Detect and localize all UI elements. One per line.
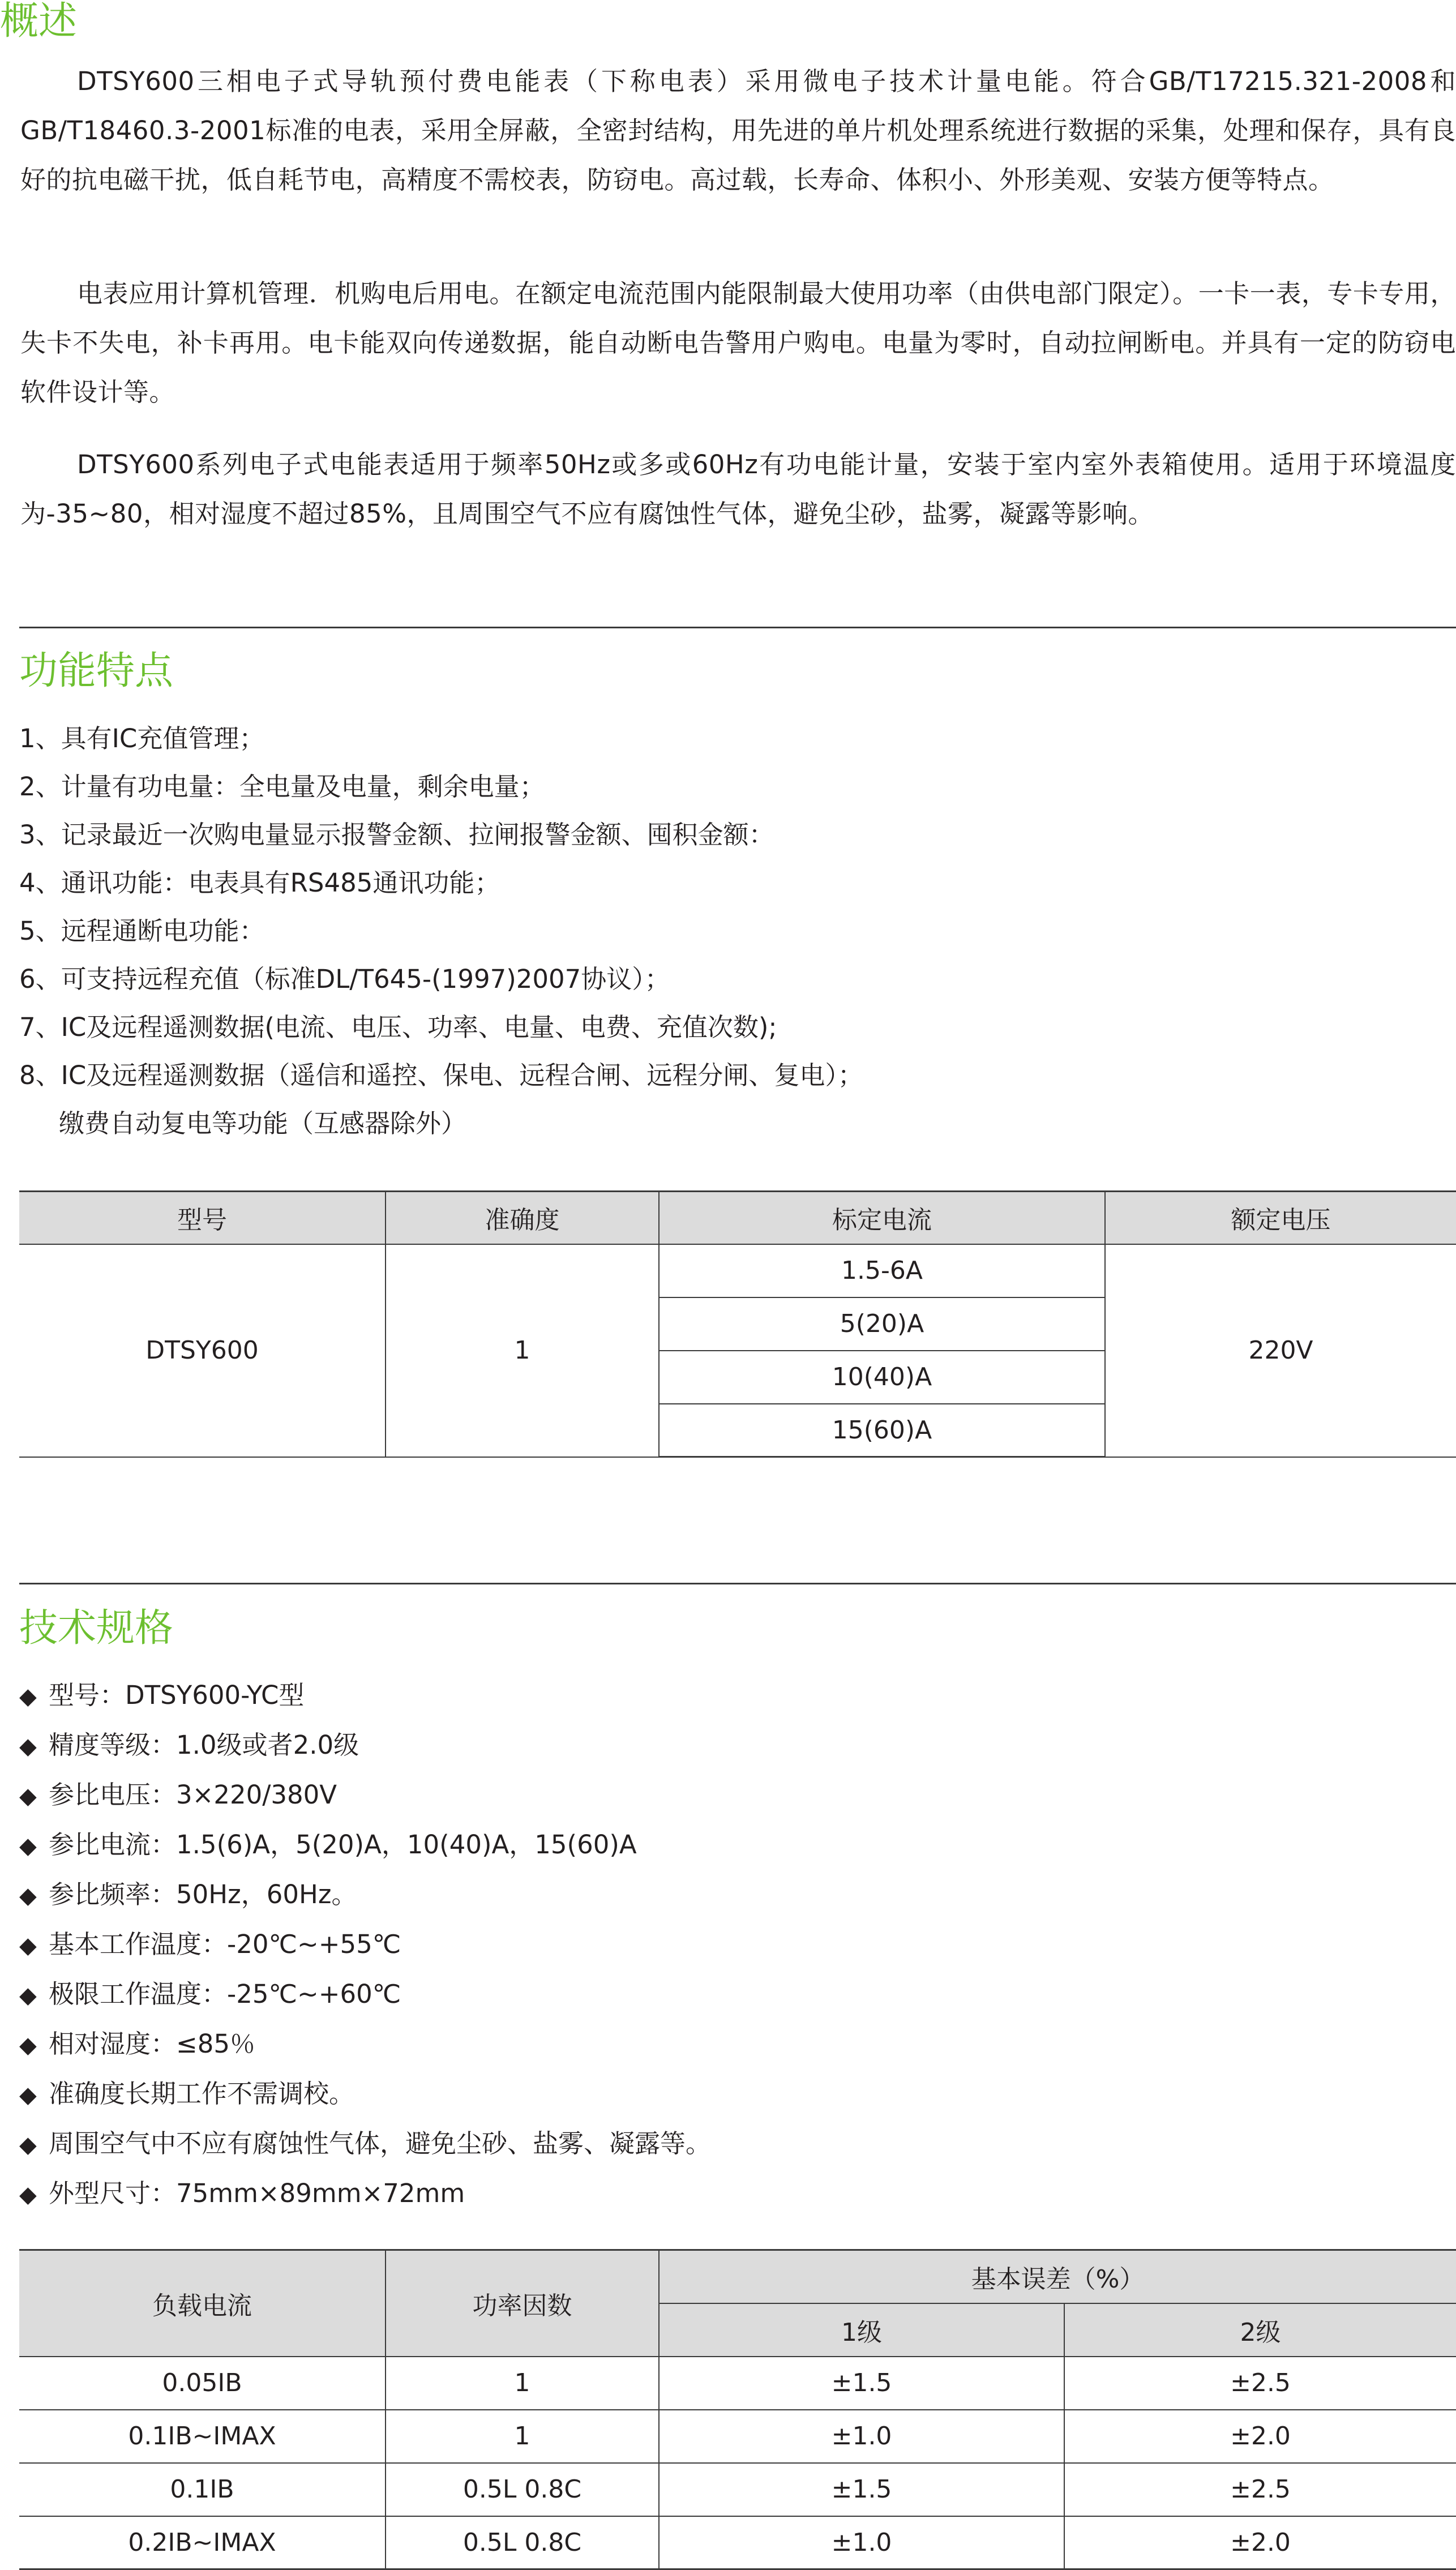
- model-table: [19, 1190, 1456, 1458]
- spec-item: [19, 1721, 711, 1771]
- voltage-cell: 220V: [1105, 1244, 1456, 1457]
- header-class-2: 2级: [1064, 2303, 1456, 2357]
- error-table: [19, 2249, 1456, 2570]
- feature-item: 3、记录最近一次购电量显示报警金额、拉闸报警金额、囤积金额：: [19, 820, 774, 850]
- spec-item: [19, 1870, 711, 1920]
- diamond-bullet-icon: ◆: [19, 1982, 37, 2008]
- class-2-error-cell: ±2.5: [1064, 2357, 1456, 2410]
- feature-item: 6、可支持远程充值（标准DL/T645-(1997)2007协议）；: [19, 964, 670, 994]
- class-1-error-cell: ±1.5: [659, 2463, 1064, 2516]
- spec-item: [19, 1821, 711, 1870]
- table-row: [19, 2516, 1456, 2569]
- model-table-header-row: [19, 1192, 1456, 1244]
- diamond-bullet-icon: ◆: [19, 1883, 37, 1909]
- load-current-cell: 0.1IB: [19, 2463, 386, 2516]
- header-power-factor: 功率因数: [386, 2250, 659, 2357]
- spec-text: 基本工作温度：-20℃~+55℃: [49, 1929, 401, 1959]
- class-2-error-cell: ±2.5: [1064, 2463, 1456, 2516]
- table-row: [19, 2463, 1456, 2516]
- class-2-error-cell: ±2.0: [1064, 2516, 1456, 2569]
- class-1-error-cell: ±1.0: [659, 2410, 1064, 2463]
- features-heading: 功能特点: [19, 649, 174, 693]
- diamond-bullet-icon: ◆: [19, 1733, 37, 1759]
- power-factor-cell: 0.5L 0.8C: [386, 2463, 659, 2516]
- power-factor-cell: 1: [386, 2357, 659, 2410]
- diamond-bullet-icon: ◆: [19, 2182, 37, 2208]
- spec-item: [19, 1920, 711, 1970]
- header-class-1: 1级: [659, 2303, 1064, 2357]
- current-cell: 1.5-6A: [659, 1244, 1105, 1297]
- spec-item: [19, 1671, 711, 1721]
- feature-item: 1、具有IC充值管理；: [19, 723, 265, 753]
- overview-paragraph-2: 电表应用计算机管理．机购电后用电。在额定电流范围内能限制最大使用功率（由供电部门限定）。一卡一表，专卡专用，失卡不失电，补卡再用。电卡能双向传递数据，能自动断电告警用户购电。电量为零时，自动拉闸断电。并具有一定的防窃电软件设计等。: [20, 279, 1456, 407]
- model-cell: DTSY600: [19, 1244, 386, 1457]
- table-row: [19, 1244, 1456, 1297]
- header-accuracy: 准确度: [386, 1192, 659, 1244]
- header-model: 型号: [19, 1192, 386, 1244]
- feature-item: 5、远程通断电功能：: [19, 916, 265, 946]
- diamond-bullet-icon: ◆: [19, 1783, 37, 1809]
- header-basic-error: 基本误差（%）: [659, 2250, 1456, 2303]
- error-table-header-row: [19, 2250, 1456, 2303]
- feature-item-continuation: [19, 1099, 863, 1147]
- current-cell: 15(60)A: [659, 1404, 1105, 1457]
- spec-text: 参比电流：1.5(6)A，5(20)A，10(40)A，15(60)A: [49, 1830, 637, 1860]
- class-2-error-cell: ±2.0: [1064, 2410, 1456, 2463]
- class-1-error-cell: ±1.0: [659, 2516, 1064, 2569]
- spec-text: 型号：DTSY600-YC型: [49, 1680, 305, 1710]
- specs-heading: 技术规格: [19, 1606, 174, 1651]
- feature-item: 8、IC及远程遥测数据（遥信和遥控、保电、远程合闸、远程分闸、复电）；: [19, 1060, 863, 1090]
- spec-item: [19, 1771, 711, 1821]
- overview-paragraph-3: DTSY600系列电子式电能表适用于频率50Hz或多或60Hz有功电能计量，安装于室内室外表箱使用。适用于环境温度为-35~80，相对湿度不超过85%，且周围空气不应有腐蚀性气体，避免尘砂，盐雾，凝露等影响。: [20, 449, 1456, 529]
- load-current-cell: 0.1IB~IMAX: [19, 2410, 386, 2463]
- spec-item: [19, 2169, 711, 2219]
- header-rated-voltage: 额定电压: [1105, 1192, 1456, 1244]
- diamond-bullet-icon: ◆: [19, 1684, 37, 1710]
- table-row: [19, 2410, 1456, 2463]
- spec-item: [19, 1970, 711, 2020]
- spec-text: 准确度长期工作不需调校。: [49, 2079, 355, 2109]
- spec-text: 参比电压：3×220/380V: [49, 1780, 337, 1810]
- power-factor-cell: 1: [386, 2410, 659, 2463]
- features-list: [19, 714, 863, 1147]
- feature-item: 2、计量有功电量：全电量及电量，剩余电量；: [19, 772, 545, 802]
- overview-paragraph-1: DTSY600三相电子式导轨预付费电能表（下称电表）采用微电子技术计量电能。符合GB/T17215.321-2008和GB/T18460.3-2001标准的电表，采用全屏蔽，全密封结构，用先进的单片机处理系统进行数据的采集，处理和保存，具有良好的抗电磁干扰，低自耗节电，高精度不需校表，防窃电。高过载，长寿命、体积小、外形美观、安装方便等特点。: [20, 66, 1456, 195]
- load-current-cell: 0.05IB: [19, 2357, 386, 2410]
- class-1-error-cell: ±1.5: [659, 2357, 1064, 2410]
- accuracy-cell: 1: [386, 1244, 659, 1457]
- section-divider: [19, 627, 1456, 628]
- current-cell: 10(40)A: [659, 1351, 1105, 1404]
- diamond-bullet-icon: ◆: [19, 1933, 37, 1959]
- diamond-bullet-icon: ◆: [19, 2082, 37, 2108]
- feature-item: 7、IC及远程遥测数据(电流、电压、功率、电量、电费、充值次数);: [19, 1012, 777, 1042]
- diamond-bullet-icon: ◆: [19, 2132, 37, 2158]
- spec-text: 精度等级：1.0级或者2.0级: [49, 1730, 359, 1760]
- spec-text: 参比频率：50Hz，60Hz。: [49, 1879, 357, 1909]
- spec-item: [19, 2070, 711, 2119]
- overview-heading: 概述: [0, 0, 78, 44]
- specs-list: [19, 1671, 711, 2219]
- diamond-bullet-icon: ◆: [19, 2032, 37, 2058]
- table-row: [19, 2357, 1456, 2410]
- spec-item: [19, 2020, 711, 2070]
- current-cell: 5(20)A: [659, 1297, 1105, 1351]
- feature-item: 4、通讯功能：电表具有RS485通讯功能；: [19, 868, 500, 898]
- spec-text: 相对湿度：≤85％: [49, 2029, 255, 2059]
- section-divider: [19, 1583, 1456, 1584]
- feature-continuation-text: 缴费自动复电等功能（互感器除外）: [59, 1108, 467, 1138]
- load-current-cell: 0.2IB~IMAX: [19, 2516, 386, 2569]
- spec-text: 周围空气中不应有腐蚀性气体，避免尘砂、盐雾、凝露等。: [49, 2128, 712, 2158]
- header-load-current: 负载电流: [19, 2250, 386, 2357]
- diamond-bullet-icon: ◆: [19, 1833, 37, 1859]
- spec-item: [19, 2119, 711, 2169]
- header-rated-current: 标定电流: [659, 1192, 1105, 1244]
- spec-text: 极限工作温度：-25℃~+60℃: [49, 1979, 401, 2009]
- spec-text: 外型尺寸：75mm×89mm×72mm: [49, 2178, 465, 2208]
- power-factor-cell: 0.5L 0.8C: [386, 2516, 659, 2569]
